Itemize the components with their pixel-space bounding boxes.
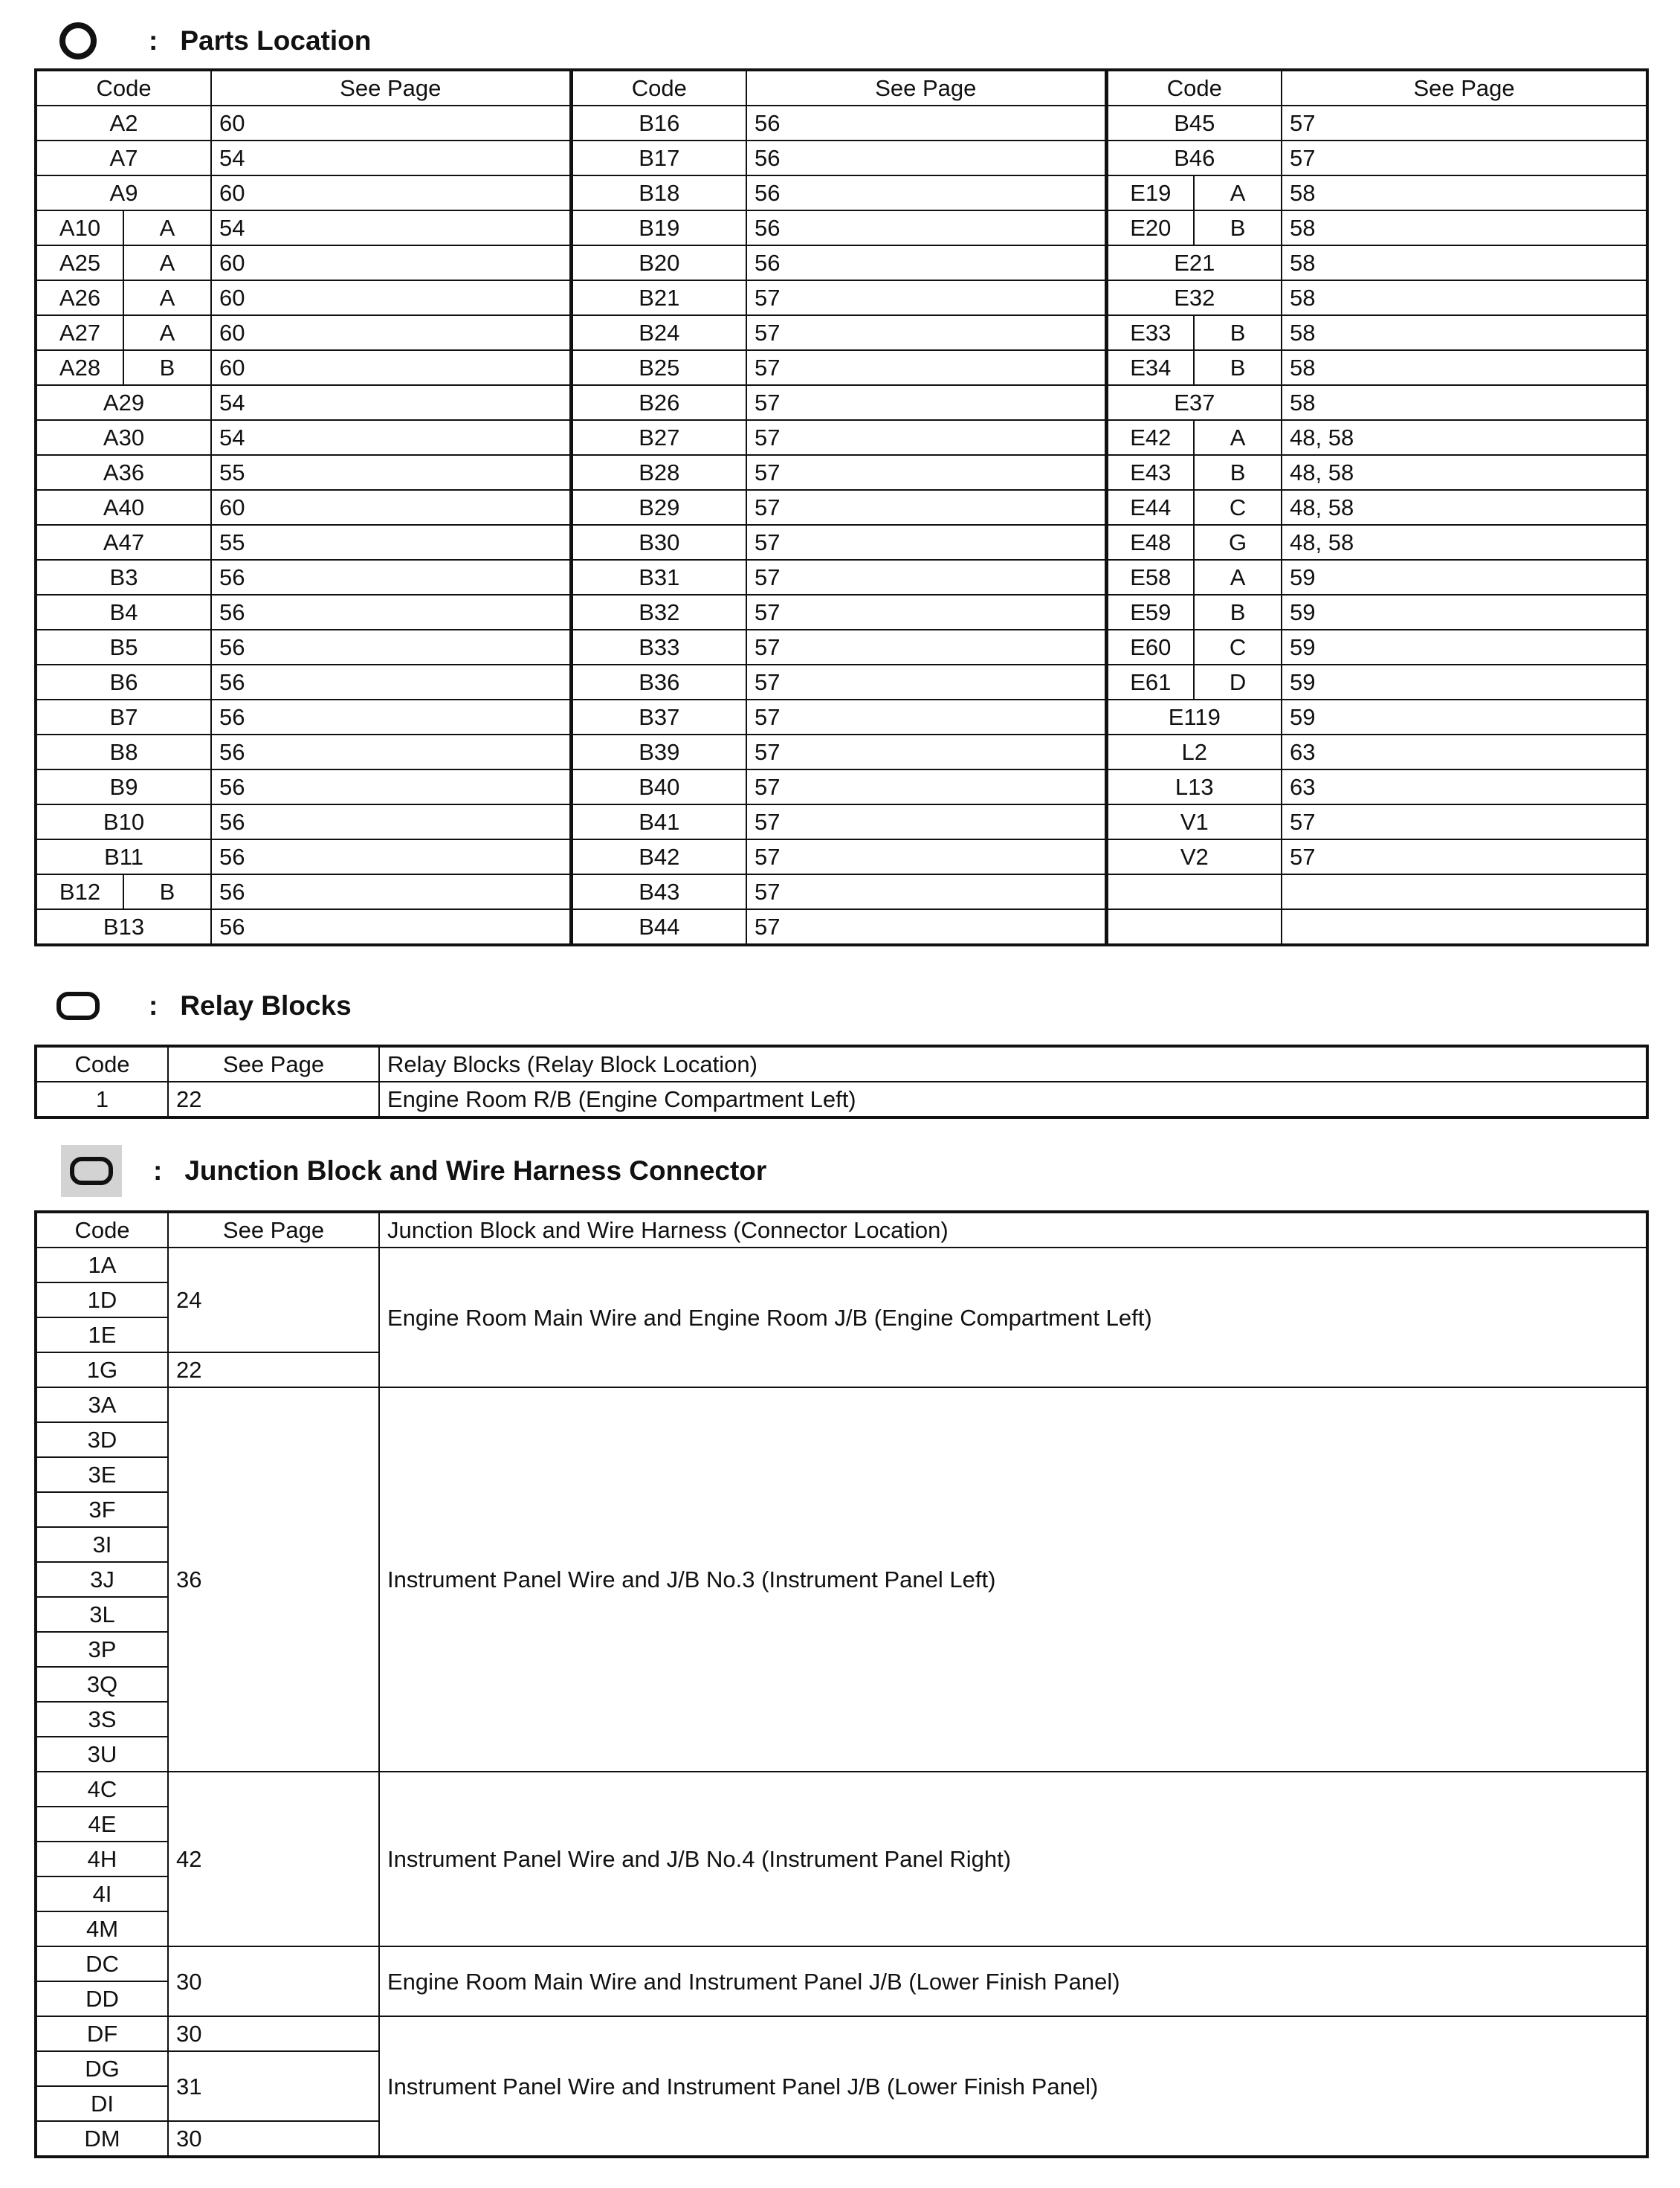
part-see-page: 56: [211, 700, 571, 735]
table-row: [36, 1248, 1647, 1282]
part-code: E44: [1106, 490, 1194, 525]
table-row: [36, 525, 1647, 560]
part-see-page: 57: [746, 490, 1106, 525]
part-code: A40: [36, 490, 211, 525]
part-code: E119: [1106, 700, 1282, 735]
part-see-page: 60: [211, 175, 571, 210]
connector-see-page: 31: [168, 2051, 379, 2121]
part-see-page: 58: [1282, 385, 1647, 420]
part-see-page: 57: [746, 804, 1106, 839]
table-row: [36, 1387, 1647, 1422]
part-see-page: 59: [1282, 595, 1647, 630]
part-code: A26: [36, 280, 123, 315]
part-see-page: 59: [1282, 665, 1647, 700]
part-see-page: 56: [211, 595, 571, 630]
connector-code: 4E: [36, 1807, 168, 1842]
table-row: [36, 106, 1647, 141]
connector-code: DC: [36, 1946, 168, 1981]
table-row: [36, 2016, 1647, 2051]
part-code: B26: [571, 385, 746, 420]
connector-code: DI: [36, 2086, 168, 2121]
part-see-page: 57: [746, 630, 1106, 665]
table-row: [36, 874, 1647, 909]
part-location-letter: A: [123, 210, 211, 245]
table-row: [36, 490, 1647, 525]
part-location-letter: B: [1194, 595, 1282, 630]
part-see-page: 58: [1282, 315, 1647, 350]
part-see-page: 48, 58: [1282, 420, 1647, 455]
part-see-page: 56: [211, 665, 571, 700]
part-see-page: 55: [211, 525, 571, 560]
table-header-row: [36, 70, 1647, 106]
part-see-page: 59: [1282, 630, 1647, 665]
connector-code: 3Q: [36, 1667, 168, 1702]
table-row: [36, 385, 1647, 420]
part-location-letter: B: [123, 350, 211, 385]
part-code: A27: [36, 315, 123, 350]
part-code: B41: [571, 804, 746, 839]
connector-code: 1D: [36, 1282, 168, 1317]
header-see-page: See Page: [168, 1046, 379, 1082]
part-code: E20: [1106, 210, 1194, 245]
part-see-page: 57: [1282, 106, 1647, 141]
connector-code: 3I: [36, 1527, 168, 1562]
part-see-page: 56: [211, 560, 571, 595]
table-row: [36, 280, 1647, 315]
table-row: [36, 315, 1647, 350]
table-row: [36, 595, 1647, 630]
connector-code: 3U: [36, 1737, 168, 1772]
part-code: B16: [571, 106, 746, 141]
part-see-page: 57: [746, 420, 1106, 455]
connector-code: 1G: [36, 1352, 168, 1387]
part-code: B3: [36, 560, 211, 595]
connector-code: 3A: [36, 1387, 168, 1422]
parts-location-heading: [52, 15, 371, 67]
table-row: [36, 1082, 1647, 1117]
part-code: E37: [1106, 385, 1282, 420]
header-code: Code: [36, 1212, 168, 1248]
part-see-page: 57: [746, 700, 1106, 735]
header-relay-location: Relay Blocks (Relay Block Location): [379, 1046, 1647, 1082]
part-see-page: 57: [746, 909, 1106, 945]
connector-see-page: 30: [168, 2121, 379, 2157]
part-see-page: 57: [746, 665, 1106, 700]
part-see-page: 56: [211, 874, 571, 909]
shaded-oval-icon: [61, 1145, 122, 1197]
header-see-page: See Page: [211, 70, 571, 106]
table-row: [36, 245, 1647, 280]
connector-code: 3D: [36, 1422, 168, 1457]
part-code: E19: [1106, 175, 1194, 210]
part-code: B33: [571, 630, 746, 665]
part-code: B6: [36, 665, 211, 700]
part-code: B27: [571, 420, 746, 455]
connector-code: 1A: [36, 1248, 168, 1282]
part-code: V1: [1106, 804, 1282, 839]
junction-block-table: [34, 1210, 1649, 2158]
part-see-page: 60: [211, 315, 571, 350]
connector-code: 3E: [36, 1457, 168, 1492]
part-see-page: 56: [211, 839, 571, 874]
part-location-letter: B: [1194, 210, 1282, 245]
part-location-letter: A: [1194, 420, 1282, 455]
part-code: B13: [36, 909, 211, 945]
part-see-page: 57: [746, 595, 1106, 630]
table-row: [36, 804, 1647, 839]
part-code: E43: [1106, 455, 1194, 490]
junction-block-colon: :: [153, 1155, 163, 1186]
part-code: B17: [571, 141, 746, 175]
part-code: B8: [36, 735, 211, 769]
part-code: E21: [1106, 245, 1282, 280]
connector-code: 3S: [36, 1702, 168, 1737]
part-code: B11: [36, 839, 211, 874]
header-see-page: See Page: [746, 70, 1106, 106]
part-see-page: 57: [1282, 839, 1647, 874]
relay-page: 22: [168, 1082, 379, 1117]
part-code: A47: [36, 525, 211, 560]
part-see-page: 56: [746, 175, 1106, 210]
part-code: E42: [1106, 420, 1194, 455]
part-see-page: 54: [211, 385, 571, 420]
part-code: B43: [571, 874, 746, 909]
oval-icon: [52, 984, 104, 1028]
table-row: [36, 175, 1647, 210]
part-see-page: 59: [1282, 560, 1647, 595]
part-see-page: 48, 58: [1282, 525, 1647, 560]
part-see-page: 58: [1282, 175, 1647, 210]
header-code: Code: [1106, 70, 1282, 106]
relay-blocks-colon: :: [149, 990, 158, 1021]
table-row: [36, 210, 1647, 245]
part-code: B30: [571, 525, 746, 560]
table-row: [36, 700, 1647, 735]
part-see-page: 58: [1282, 350, 1647, 385]
connector-code: 3L: [36, 1597, 168, 1632]
part-location-letter: B: [1194, 315, 1282, 350]
part-location-letter: G: [1194, 525, 1282, 560]
part-code: B19: [571, 210, 746, 245]
part-code: B31: [571, 560, 746, 595]
part-code: B29: [571, 490, 746, 525]
part-location-letter: A: [1194, 560, 1282, 595]
part-code: A36: [36, 455, 211, 490]
part-code: E48: [1106, 525, 1194, 560]
part-see-page: 57: [746, 455, 1106, 490]
part-code: B45: [1106, 106, 1282, 141]
relay-blocks-title: Relay Blocks: [180, 990, 352, 1021]
part-code: V2: [1106, 839, 1282, 874]
connector-location-description: Instrument Panel Wire and J/B No.3 (Instrument Panel Left): [379, 1387, 1647, 1772]
connector-code: 3J: [36, 1562, 168, 1597]
parts-location-colon: :: [149, 25, 158, 56]
part-code: L13: [1106, 769, 1282, 804]
connector-see-page: 36: [168, 1387, 379, 1772]
part-location-letter: C: [1194, 630, 1282, 665]
part-see-page: 57: [746, 839, 1106, 874]
part-see-page: 56: [211, 769, 571, 804]
part-code: B9: [36, 769, 211, 804]
table-header-row: [36, 1046, 1647, 1082]
parts-location-table: [34, 68, 1649, 946]
connector-see-page: 30: [168, 2016, 379, 2051]
part-code: B20: [571, 245, 746, 280]
connector-code: DM: [36, 2121, 168, 2157]
connector-see-page: 30: [168, 1946, 379, 2016]
part-see-page: 56: [211, 804, 571, 839]
part-see-page: 57: [746, 280, 1106, 315]
connector-code: 4I: [36, 1876, 168, 1911]
table-row: [36, 455, 1647, 490]
part-see-page: 59: [1282, 700, 1647, 735]
part-see-page: 56: [746, 141, 1106, 175]
connector-see-page: 22: [168, 1352, 379, 1387]
connector-location-description: Instrument Panel Wire and J/B No.4 (Instrument Panel Right): [379, 1772, 1647, 1946]
part-code: L2: [1106, 735, 1282, 769]
part-location-letter: D: [1194, 665, 1282, 700]
part-code: B25: [571, 350, 746, 385]
part-code: B40: [571, 769, 746, 804]
part-see-page: 58: [1282, 210, 1647, 245]
part-see-page: 57: [1282, 804, 1647, 839]
part-see-page: 58: [1282, 245, 1647, 280]
table-row: [36, 141, 1647, 175]
part-see-page: 57: [746, 315, 1106, 350]
connector-code: 3F: [36, 1492, 168, 1527]
connector-code: 1E: [36, 1317, 168, 1352]
table-row: [36, 420, 1647, 455]
connector-code: 4M: [36, 1911, 168, 1946]
part-code: B4: [36, 595, 211, 630]
connector-location-description: Instrument Panel Wire and Instrument Panel J/B (Lower Finish Panel): [379, 2016, 1647, 2157]
part-see-page: 56: [746, 106, 1106, 141]
table-row: [36, 1946, 1647, 1981]
junction-block-title: Junction Block and Wire Harness Connector: [184, 1155, 767, 1186]
part-code: B28: [571, 455, 746, 490]
table-row: [36, 839, 1647, 874]
part-see-page: 60: [211, 280, 571, 315]
part-see-page: 60: [211, 350, 571, 385]
part-see-page: 54: [211, 210, 571, 245]
part-see-page: 58: [1282, 280, 1647, 315]
part-code: E32: [1106, 280, 1282, 315]
part-code: B37: [571, 700, 746, 735]
part-location-letter: B: [1194, 455, 1282, 490]
header-code: Code: [571, 70, 746, 106]
connector-code: DD: [36, 1981, 168, 2016]
part-code: B12: [36, 874, 123, 909]
part-code: A10: [36, 210, 123, 245]
connector-code: DG: [36, 2051, 168, 2086]
part-code: B5: [36, 630, 211, 665]
part-location-letter: A: [1194, 175, 1282, 210]
part-code: B44: [571, 909, 746, 945]
part-see-page: 63: [1282, 735, 1647, 769]
connector-code: DF: [36, 2016, 168, 2051]
table-header-row: [36, 1212, 1647, 1248]
part-code: B46: [1106, 141, 1282, 175]
relay-code: 1: [36, 1082, 168, 1117]
part-see-page: 57: [1282, 141, 1647, 175]
part-see-page: 54: [211, 141, 571, 175]
part-code: [1106, 874, 1282, 909]
part-see-page: 57: [746, 560, 1106, 595]
part-see-page: 56: [746, 245, 1106, 280]
part-code: A2: [36, 106, 211, 141]
part-code: B24: [571, 315, 746, 350]
part-code: E61: [1106, 665, 1194, 700]
part-code: A25: [36, 245, 123, 280]
connector-code: 3P: [36, 1632, 168, 1667]
table-row: [36, 909, 1647, 945]
part-code: B36: [571, 665, 746, 700]
part-code: [1106, 909, 1282, 945]
part-see-page: 48, 58: [1282, 455, 1647, 490]
part-see-page: 57: [746, 385, 1106, 420]
part-location-letter: A: [123, 245, 211, 280]
part-code: A28: [36, 350, 123, 385]
part-see-page: 56: [211, 735, 571, 769]
part-see-page: 60: [211, 245, 571, 280]
part-code: B7: [36, 700, 211, 735]
part-code: B42: [571, 839, 746, 874]
part-see-page: 56: [211, 909, 571, 945]
part-see-page: 57: [746, 525, 1106, 560]
part-see-page: 54: [211, 420, 571, 455]
part-code: E33: [1106, 315, 1194, 350]
part-see-page: [1282, 909, 1647, 945]
header-code: Code: [36, 1046, 168, 1082]
part-code: E60: [1106, 630, 1194, 665]
part-code: B21: [571, 280, 746, 315]
table-row: [36, 560, 1647, 595]
part-see-page: 60: [211, 490, 571, 525]
part-see-page: 57: [746, 874, 1106, 909]
part-see-page: 56: [211, 630, 571, 665]
header-see-page: See Page: [168, 1212, 379, 1248]
connector-location-description: Engine Room Main Wire and Engine Room J/B (Engine Compartment Left): [379, 1248, 1647, 1387]
part-code: E34: [1106, 350, 1194, 385]
part-see-page: 60: [211, 106, 571, 141]
part-see-page: 63: [1282, 769, 1647, 804]
table-row: [36, 735, 1647, 769]
part-location-letter: A: [123, 315, 211, 350]
part-code: B18: [571, 175, 746, 210]
connector-code: 4H: [36, 1842, 168, 1876]
table-row: [36, 665, 1647, 700]
part-see-page: 57: [746, 735, 1106, 769]
part-code: E58: [1106, 560, 1194, 595]
part-see-page: [1282, 874, 1647, 909]
part-code: A29: [36, 385, 211, 420]
header-code: Code: [36, 70, 211, 106]
part-see-page: 48, 58: [1282, 490, 1647, 525]
connector-see-page: 42: [168, 1772, 379, 1946]
part-location-letter: B: [123, 874, 211, 909]
connector-see-page: 24: [168, 1248, 379, 1352]
part-code: E59: [1106, 595, 1194, 630]
connector-code: 4C: [36, 1772, 168, 1807]
junction-block-heading: [61, 1145, 766, 1197]
part-see-page: 57: [746, 350, 1106, 385]
relay-blocks-table: [34, 1045, 1649, 1119]
part-location-letter: C: [1194, 490, 1282, 525]
part-code: A7: [36, 141, 211, 175]
table-row: [36, 350, 1647, 385]
part-see-page: 55: [211, 455, 571, 490]
part-location-letter: B: [1194, 350, 1282, 385]
part-code: B39: [571, 735, 746, 769]
part-code: A9: [36, 175, 211, 210]
part-see-page: 57: [746, 769, 1106, 804]
part-see-page: 56: [746, 210, 1106, 245]
part-location-letter: A: [123, 280, 211, 315]
header-see-page: See Page: [1282, 70, 1647, 106]
parts-location-title: Parts Location: [180, 25, 372, 56]
connector-location-description: Engine Room Main Wire and Instrument Panel J/B (Lower Finish Panel): [379, 1946, 1647, 2016]
header-connector-location: Junction Block and Wire Harness (Connector Location): [379, 1212, 1647, 1248]
relay-description: Engine Room R/B (Engine Compartment Left): [379, 1082, 1647, 1117]
part-code: A30: [36, 420, 211, 455]
table-row: [36, 1772, 1647, 1807]
part-code: B32: [571, 595, 746, 630]
table-row: [36, 630, 1647, 665]
relay-blocks-heading: [52, 980, 352, 1032]
part-code: B10: [36, 804, 211, 839]
circle-icon: [52, 19, 104, 63]
table-row: [36, 769, 1647, 804]
